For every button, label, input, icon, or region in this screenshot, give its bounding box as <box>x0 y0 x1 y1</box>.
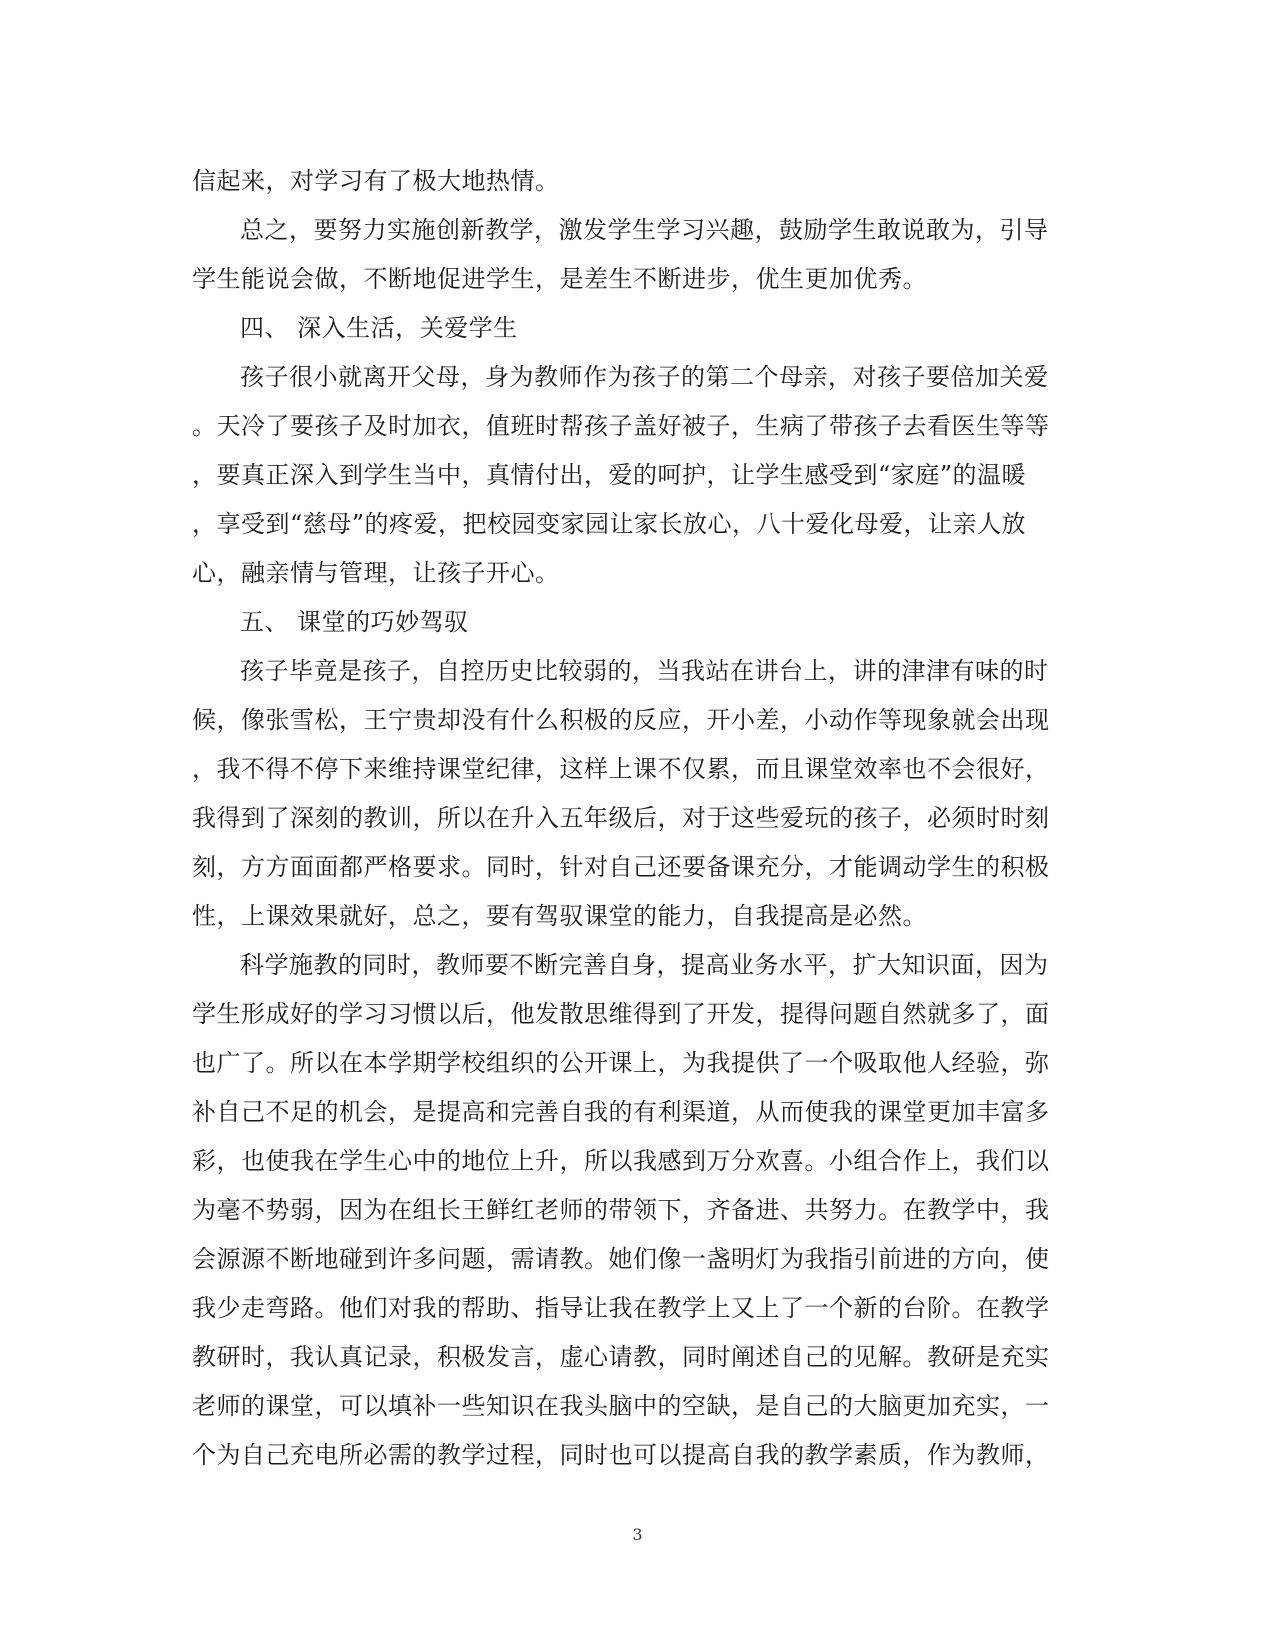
text-line: 补自己不足的机会，是提高和完善自我的有利渠道，从而使我的课堂更加丰富多 <box>192 1098 1050 1126</box>
text-line: 性，上课效果就好，总之，要有驾驭课堂的能力，自我提高是必然。 <box>192 902 927 930</box>
section-heading: 四、 深入生活，关爱学生 <box>240 314 518 342</box>
text-line: 孩子毕竟是孩子，自控历史比较弱的，当我站在讲台上，讲的津津有味的时 <box>240 657 1049 685</box>
text-line: 也广了。所以在本学期学校组织的公开课上，为我提供了一个吸取他人经验，弥 <box>192 1049 1050 1077</box>
document-body <box>192 157 1072 1480</box>
text-line: 我得到了深刻的教训，所以在升入五年级后，对于这些爱玩的孩子，必须时时刻 <box>192 804 1050 832</box>
page-number: 3 <box>632 1525 643 1544</box>
text-line: 学生形成好的学习习惯以后，他发散思维得到了开发，提得问题自然就多了，面 <box>192 1000 1050 1028</box>
text-line: 候，像张雪松，王宁贵却没有什么积极的反应，开小差，小动作等现象就会出现 <box>192 706 1050 734</box>
text-line: ，我不得不停下来维持课堂纪律，这样上课不仅累，而且课堂效率也不会很好， <box>192 755 1050 783</box>
text-line: 老师的课堂，可以填补一些知识在我头脑中的空缺，是自己的大脑更加充实，一 <box>192 1392 1050 1420</box>
text-line: 刻，方方面面都严格要求。同时，针对自己还要备课充分，才能调动学生的积极 <box>192 853 1050 881</box>
text-line: 彩，也使我在学生心中的地位上升，所以我感到万分欢喜。小组合作上，我们以 <box>192 1147 1050 1175</box>
text-line: 信起来，对学习有了极大地热情。 <box>192 167 560 195</box>
text-line: ，要真正深入到学生当中，真情付出，爱的呵护，让学生感受到“家庭”的温暖 <box>192 461 1027 489</box>
text-line: 科学施教的同时，教师要不断完善自身，提高业务水平，扩大知识面，因为 <box>240 951 1049 979</box>
text-line: 教研时，我认真记录，积极发言，虚心请教，同时阐述自己的见解。教研是充实 <box>192 1343 1050 1371</box>
text-line: 总之，要努力实施创新教学，激发学生学习兴趣，鼓励学生敢说敢为，引导 <box>240 216 1049 244</box>
text-line: 孩子很小就离开父母，身为教师作为孩子的第二个母亲，对孩子要倍加关爱 <box>240 363 1049 391</box>
text-line: 为毫不势弱，因为在组长王鲜红老师的带领下，齐备进、共努力。在教学中，我 <box>192 1196 1050 1224</box>
text-line: ，享受到“慈母”的疼爱，把校园变家园让家长放心，八十爱化母爱，让亲人放 <box>192 510 1027 538</box>
text-line: 我少走弯路。他们对我的帮助、指导让我在教学上又上了一个新的台阶。在教学 <box>192 1294 1050 1322</box>
text-line: 会源源不断地碰到许多问题，需请教。她们像一盏明灯为我指引前进的方向，使 <box>192 1245 1050 1273</box>
text-line: 。天冷了要孩子及时加衣，值班时帮孩子盖好被子，生病了带孩子去看医生等等 <box>192 412 1050 440</box>
text-line: 心，融亲情与管理，让孩子开心。 <box>192 559 560 587</box>
text-line: 个为自己充电所必需的教学过程，同时也可以提高自我的教学素质，作为教师， <box>192 1441 1050 1469</box>
text-line: 学生能说会做，不断地促进学生，是差生不断进步，优生更加优秀。 <box>192 265 927 293</box>
section-heading: 五、 课堂的巧妙驾驭 <box>240 608 469 636</box>
